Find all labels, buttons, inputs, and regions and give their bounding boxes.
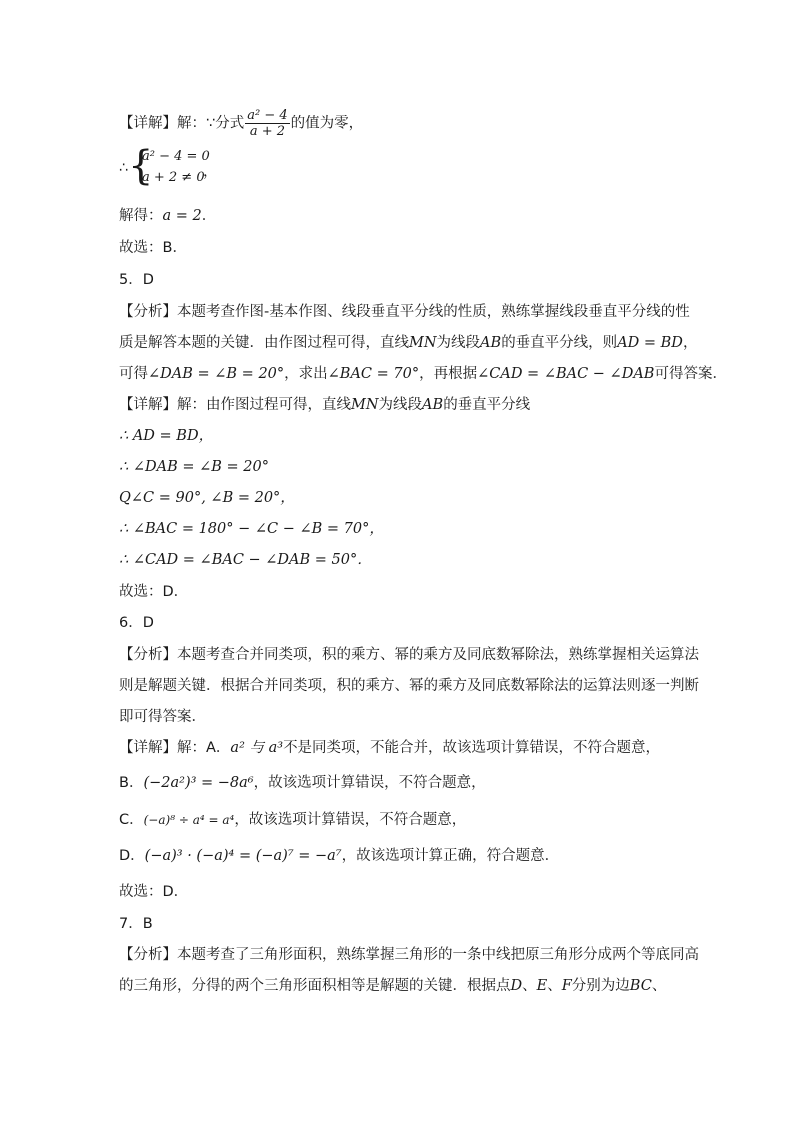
q7-analysis-text-2b: 分别为边 xyxy=(571,978,630,994)
q5-analysis-text-2c: 的垂直平分线，则 xyxy=(501,335,618,351)
q6-option-c xyxy=(119,810,466,830)
q4-system-comma: ， xyxy=(203,164,218,180)
q5-detail-mn: MN xyxy=(351,397,379,413)
q6-option-b-expr: (−2a²)³ = −8a⁶ xyxy=(143,775,254,791)
q6-answer: 故选：D． xyxy=(119,884,189,900)
q4-brace-icon: { xyxy=(128,143,154,189)
q4-solve-end: ． xyxy=(201,208,217,224)
q6-option-b-text: ，故该选项计算错误，不符合题意， xyxy=(253,775,486,791)
q5-analysis-text-3a: 可得 xyxy=(119,366,148,382)
q5-detail-line xyxy=(119,395,530,415)
q5-analysis-text-3d: 可得答案． xyxy=(654,366,727,382)
q4-detail-line xyxy=(119,108,363,139)
q6-number: 6．D xyxy=(119,615,154,631)
q7-analysis-text-1: 本题考查了三角形面积，熟练掌握三角形的一条中线把原三角形分成两个等底同高 xyxy=(177,947,699,963)
q5-step-1: ∴ AD = BD， xyxy=(119,428,214,444)
q4-equation-2: a + 2 ≠ 0 xyxy=(142,170,205,185)
q4-fraction-denominator: a + 2 xyxy=(249,124,286,139)
q5-step-4: ∴ ∠BAC = 180° − ∠C − ∠B = 70°， xyxy=(119,521,384,537)
q5-analysis-expr-3: ∠CAD = ∠BAC − ∠DAB xyxy=(477,366,655,382)
q5-analysis-text-2b: 为线段 xyxy=(436,335,481,351)
q7-side-bc: BC xyxy=(629,978,652,994)
q6-option-c-text: ，故该选项计算错误，不符合题意， xyxy=(234,812,467,828)
q5-step-2: ∴ ∠DAB = ∠B = 20° xyxy=(119,459,269,475)
q5-line-mn: MN xyxy=(409,335,437,351)
q7-separator-2: 、 xyxy=(547,978,562,994)
q5-analysis-text-3b: ，求出 xyxy=(284,366,328,382)
q7-point-d: D xyxy=(510,978,523,994)
q6-analysis-line-2: 则是解题关键．根据合并同类项，积的乘方、幂的乘方及同底数幂除法的运算法则逐一判断 xyxy=(119,678,699,694)
q7-analysis-line-2 xyxy=(119,976,666,996)
q6-option-d-expr: (−a)³ · (−a)⁴ = (−a)⁷ = −a⁷ xyxy=(144,848,342,864)
q5-segment-ab: AB xyxy=(480,335,502,351)
q5-step-3: Q∠C = 90°, ∠B = 20°， xyxy=(119,490,295,506)
q5-analysis-expr: AD = BD xyxy=(617,335,683,351)
q4-fraction-numerator: a² − 4 xyxy=(247,108,288,123)
q7-point-f: F xyxy=(561,978,572,994)
q5-analysis-line-2 xyxy=(119,333,697,353)
q6-option-d-prefix: D． xyxy=(119,848,145,864)
q5-analysis-line-3 xyxy=(119,364,727,384)
q4-detail-intro: 解：∵分式 xyxy=(177,115,245,132)
q6-detail-label: 【详解】 xyxy=(119,740,177,756)
q6-option-a xyxy=(119,738,660,758)
q5-detail-text-a: 解：由作图过程可得，直线 xyxy=(177,397,351,413)
q5-analysis-text-3c: ，再根据 xyxy=(419,366,478,382)
q6-option-a-prefix: 解：A． xyxy=(177,740,231,756)
q4-solve-label: 解得： xyxy=(119,208,163,224)
q5-analysis-expr-1: ∠DAB = ∠B = 20° xyxy=(148,366,285,382)
q4-therefore: ∴ xyxy=(119,160,128,176)
q7-separator-1: 、 xyxy=(522,978,537,994)
q6-option-b xyxy=(119,773,486,793)
q7-number: 7．B xyxy=(119,916,153,932)
q5-detail-text-b: 为线段 xyxy=(378,397,423,413)
q7-analysis-text-2-end: 、 xyxy=(651,978,667,994)
q4-solve-expr: a = 2 xyxy=(162,208,202,224)
q5-detail-label: 【详解】 xyxy=(119,397,177,413)
q7-analysis-label: 【分析】 xyxy=(119,947,177,963)
q6-option-a-expr: a² 与 a³ xyxy=(230,740,284,756)
q5-analysis-label: 【分析】 xyxy=(119,304,177,320)
q6-option-a-text: 不是同类项，不能合并，故该选项计算错误，不符合题意， xyxy=(283,740,661,756)
q6-analysis-line-3: 即可得答案． xyxy=(119,709,206,725)
q6-option-d xyxy=(119,846,559,866)
q5-analysis-text-2a: 质是解答本题的关键．由作图过程可得，直线 xyxy=(119,335,409,351)
q4-answer: 故选：B． xyxy=(119,240,187,256)
q5-step-5: ∴ ∠CAD = ∠BAC − ∠DAB = 50°． xyxy=(119,552,372,568)
q4-detail-label: 【详解】 xyxy=(119,115,177,132)
q5-analysis-text-2-end: ， xyxy=(682,335,698,351)
q6-analysis-line-1 xyxy=(119,645,699,665)
q5-detail-text-c: 的垂直平分线 xyxy=(443,397,531,413)
q6-option-c-expr: (−a)⁸ ÷ a⁴ = a⁴ xyxy=(143,813,235,827)
q6-option-d-text: ，故该选项计算正确，符合题意． xyxy=(341,848,560,864)
q5-analysis-line-1 xyxy=(119,302,690,322)
q7-point-e: E xyxy=(536,978,548,994)
q4-equation-1: a² − 4 = 0 xyxy=(142,149,210,164)
q6-analysis-label: 【分析】 xyxy=(119,647,177,663)
q4-detail-tail: 的值为零， xyxy=(290,115,364,132)
q4-fraction xyxy=(245,108,289,139)
q6-analysis-text-1: 本题考查合并同类项，积的乘方、幂的乘方及同底数幂除法，熟练掌握相关运算法 xyxy=(177,647,699,663)
q6-option-c-prefix: C． xyxy=(119,812,144,828)
q6-option-b-prefix: B． xyxy=(119,775,144,791)
q4-solve-line xyxy=(119,206,216,226)
q7-analysis-line-1 xyxy=(119,945,699,965)
q5-analysis-expr-2: ∠BAC = 70° xyxy=(327,366,420,382)
q5-number: 5．D xyxy=(119,272,154,288)
q5-analysis-text-1: 本题考查作图-基本作图、线段垂直平分线的性质，熟练掌握线段垂直平分线的性 xyxy=(177,304,690,320)
q5-answer: 故选：D． xyxy=(119,584,189,600)
q5-detail-ab: AB xyxy=(422,397,444,413)
q7-analysis-text-2a: 的三角形，分得的两个三角形面积相等是解题的关键．根据点 xyxy=(119,978,511,994)
